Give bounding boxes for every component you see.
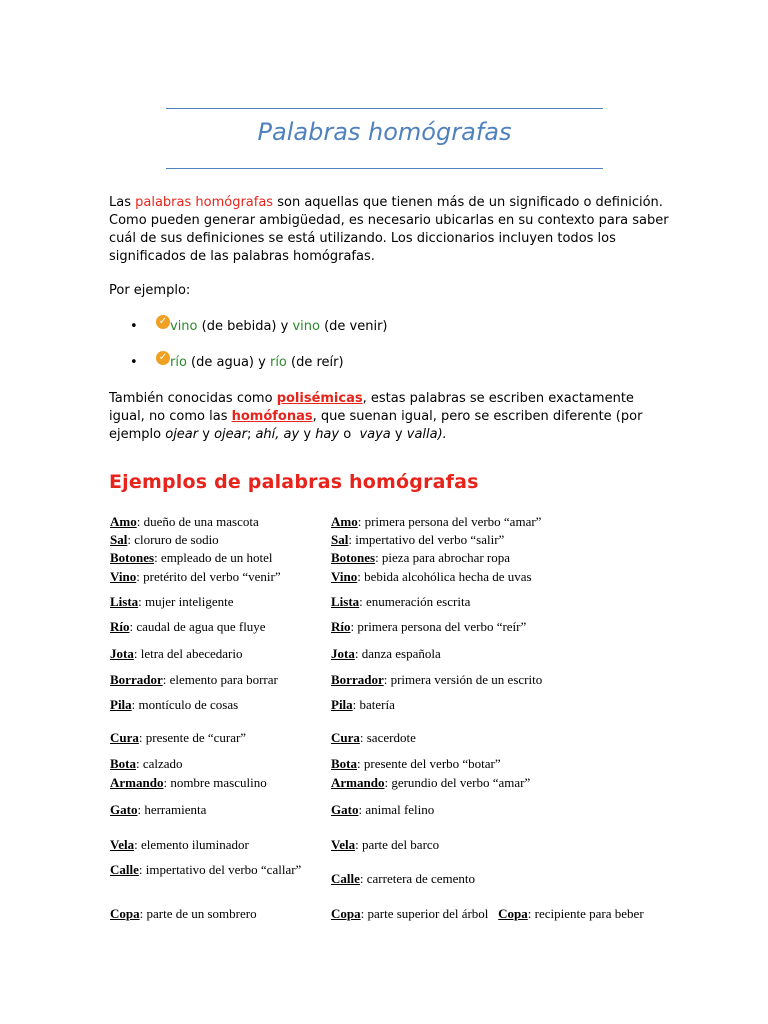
example-def: : pretérito del verbo “venir” (136, 569, 281, 584)
example-word: Armando (331, 775, 385, 790)
example-word: Copa (110, 906, 140, 921)
example-def: : letra del abecedario (133, 646, 243, 661)
example-word: hay (315, 427, 340, 442)
example-left (110, 550, 272, 566)
example-word: Pila (331, 697, 353, 712)
example-word: Vino (110, 569, 137, 584)
example-word: Gato (110, 802, 138, 817)
example-def: : nombre masculino (163, 775, 267, 790)
example-right (331, 906, 644, 922)
example-def: : pieza para abrochar ropa (375, 550, 511, 565)
example-def: : parte superior del árbol (360, 906, 489, 921)
example-def: : mujer inteligente (138, 594, 234, 609)
tambien-text: , estas palabras se escriben exactamente igual, no como las (109, 391, 634, 424)
example-word: ojear (165, 427, 199, 442)
example-def: : bebida alcohólica hecha de uvas (357, 569, 532, 584)
bullet-text: (de bebida) y (197, 319, 293, 334)
bullet-word: vino (170, 319, 198, 334)
example-right (331, 594, 470, 610)
example-word: Armando (110, 775, 164, 790)
example-left (110, 672, 278, 688)
spacer (488, 906, 498, 921)
example-def: : carretera de cemento (359, 871, 476, 886)
example-def: : parte de un sombrero (139, 906, 257, 921)
bullet-text: (de venir) (319, 319, 388, 334)
example-word: Bota (110, 756, 136, 771)
example-word: Calle (331, 871, 360, 886)
example-def: : elemento para borrar (162, 672, 278, 687)
bullet-body (156, 354, 344, 372)
example-right (331, 550, 510, 566)
example-word: Río (110, 619, 130, 634)
example-word: Amo (110, 514, 137, 529)
example-left (110, 594, 233, 610)
example-right (331, 871, 475, 887)
example-word: Sal (110, 532, 128, 547)
tambien-text: También conocidas como (109, 391, 277, 406)
example-left (110, 837, 249, 853)
homofonas-link[interactable]: homófonas (231, 409, 313, 424)
example-left (110, 756, 183, 772)
example-word: Amo (331, 514, 358, 529)
example-right (331, 730, 416, 746)
tambien-text: y (299, 427, 316, 442)
example-right (331, 672, 542, 688)
example-def: : enumeración escrita (359, 594, 471, 609)
example-def: : herramienta (137, 802, 207, 817)
example-word: Cura (331, 730, 360, 745)
intro-text: Las (109, 195, 136, 210)
bullet-word: río (170, 355, 187, 370)
example-def: : impertativo del verbo “callar” (138, 862, 302, 877)
example-def: : presente de “curar” (138, 730, 247, 745)
bullet-word: río (269, 355, 287, 370)
example-def: : impertativo del verbo “salir” (348, 532, 505, 547)
tambien-text: o (339, 427, 360, 442)
example-left (110, 514, 259, 530)
example-def: : cloruro de sodio (127, 532, 219, 547)
example-right (331, 532, 504, 548)
example-left (110, 532, 219, 548)
example-def: : danza española (354, 646, 441, 661)
example-right (331, 514, 541, 530)
example-def: : calzado (136, 756, 183, 771)
example-def: : gerundio del verbo “amar” (384, 775, 531, 790)
example-word: Copa (331, 906, 361, 921)
example-word: Vela (110, 837, 135, 852)
example-word: Lista (331, 594, 360, 609)
example-right (331, 802, 434, 818)
tambien-paragraph (109, 390, 669, 444)
example-left (110, 619, 266, 635)
example-def: : batería (352, 697, 395, 712)
example-word: Borrador (331, 672, 384, 687)
example-def: : recipiente para beber (527, 906, 644, 921)
example-word: Vela (331, 837, 356, 852)
check-badge-icon: ✓ (156, 315, 170, 329)
bullet-dot-icon: • (130, 355, 138, 370)
example-def: : primera versión de un escrito (383, 672, 543, 687)
example-word: Botones (110, 550, 155, 565)
example-def: : caudal de agua que fluye (129, 619, 266, 634)
example-word: Copa (498, 906, 528, 921)
example-left (110, 906, 257, 922)
example-word: Río (331, 619, 351, 634)
title-rule-top (166, 108, 603, 109)
example-left (110, 730, 246, 746)
example-left (110, 697, 238, 713)
example-word: ahí, ay (255, 427, 300, 442)
example-word: Lista (110, 594, 139, 609)
example-right (331, 837, 439, 853)
term-highlight: palabras homógrafas (135, 195, 274, 210)
bullet-text: (de reír) (286, 355, 344, 370)
page-title: Palabras homógrafas (257, 118, 512, 146)
example-word: Bota (331, 756, 357, 771)
example-def: : animal felino (358, 802, 435, 817)
example-right (331, 697, 395, 713)
example-right (331, 569, 532, 585)
example-word: valla). (406, 427, 447, 442)
example-word: Cura (110, 730, 139, 745)
check-badge-icon: ✓ (156, 351, 170, 365)
example-left (110, 646, 242, 662)
example-def: : primera persona del verbo “reír” (350, 619, 527, 634)
tambien-text: y (198, 427, 215, 442)
tambien-text: ; (246, 427, 256, 442)
example-word: Botones (331, 550, 376, 565)
example-def: : empleado de un hotel (154, 550, 273, 565)
example-def: : montículo de cosas (131, 697, 239, 712)
section-heading: Ejemplos de palabras homógrafas (109, 471, 479, 493)
example-def: : parte del barco (355, 837, 440, 852)
title-rule-bottom (166, 168, 603, 169)
example-def: : primera persona del verbo “amar” (357, 514, 542, 529)
polisemicas-link[interactable]: polisémicas (276, 391, 363, 406)
intro-paragraph (109, 194, 669, 266)
example-word: vaya (359, 427, 391, 442)
bullet-dot-icon: • (130, 319, 138, 334)
tambien-text: y (390, 427, 407, 442)
example-right (331, 619, 526, 635)
example-word: Vino (331, 569, 358, 584)
example-word: Gato (331, 802, 359, 817)
example-word: Jota (331, 646, 355, 661)
example-def: : sacerdote (359, 730, 416, 745)
example-word: Jota (110, 646, 134, 661)
example-left (110, 862, 315, 878)
example-def: : presente del verbo “botar” (357, 756, 501, 771)
bullet-text: (de agua) y (186, 355, 270, 370)
example-right (331, 756, 501, 772)
intro-text-rest: son aquellas que tienen más de un significado o definición. Como pueden generar ambigüedad, es necesario ubicarlas en su contexto para saber cuál de sus definiciones se está utilizando. Los diccionarios incluyen todos los significados de las palabras homógrafas. (109, 195, 669, 264)
tambien-text: , que suenan igual, pero se escriben diferente (por ejemplo (109, 409, 643, 442)
example-word: ojear (214, 427, 247, 442)
example-word: Pila (110, 697, 132, 712)
example-right (331, 775, 530, 791)
example-def: : elemento iluminador (134, 837, 249, 852)
bullet-body (156, 318, 388, 336)
example-right (331, 646, 441, 662)
example-word: Sal (331, 532, 349, 547)
example-left (110, 802, 206, 818)
por-ejemplo: Por ejemplo: (109, 283, 191, 298)
example-def: : dueño de una mascota (136, 514, 259, 529)
example-left (110, 775, 267, 791)
bullet-word: vino (292, 319, 320, 334)
example-word: Borrador (110, 672, 163, 687)
example-word: Calle (110, 862, 139, 877)
example-left (110, 569, 281, 585)
